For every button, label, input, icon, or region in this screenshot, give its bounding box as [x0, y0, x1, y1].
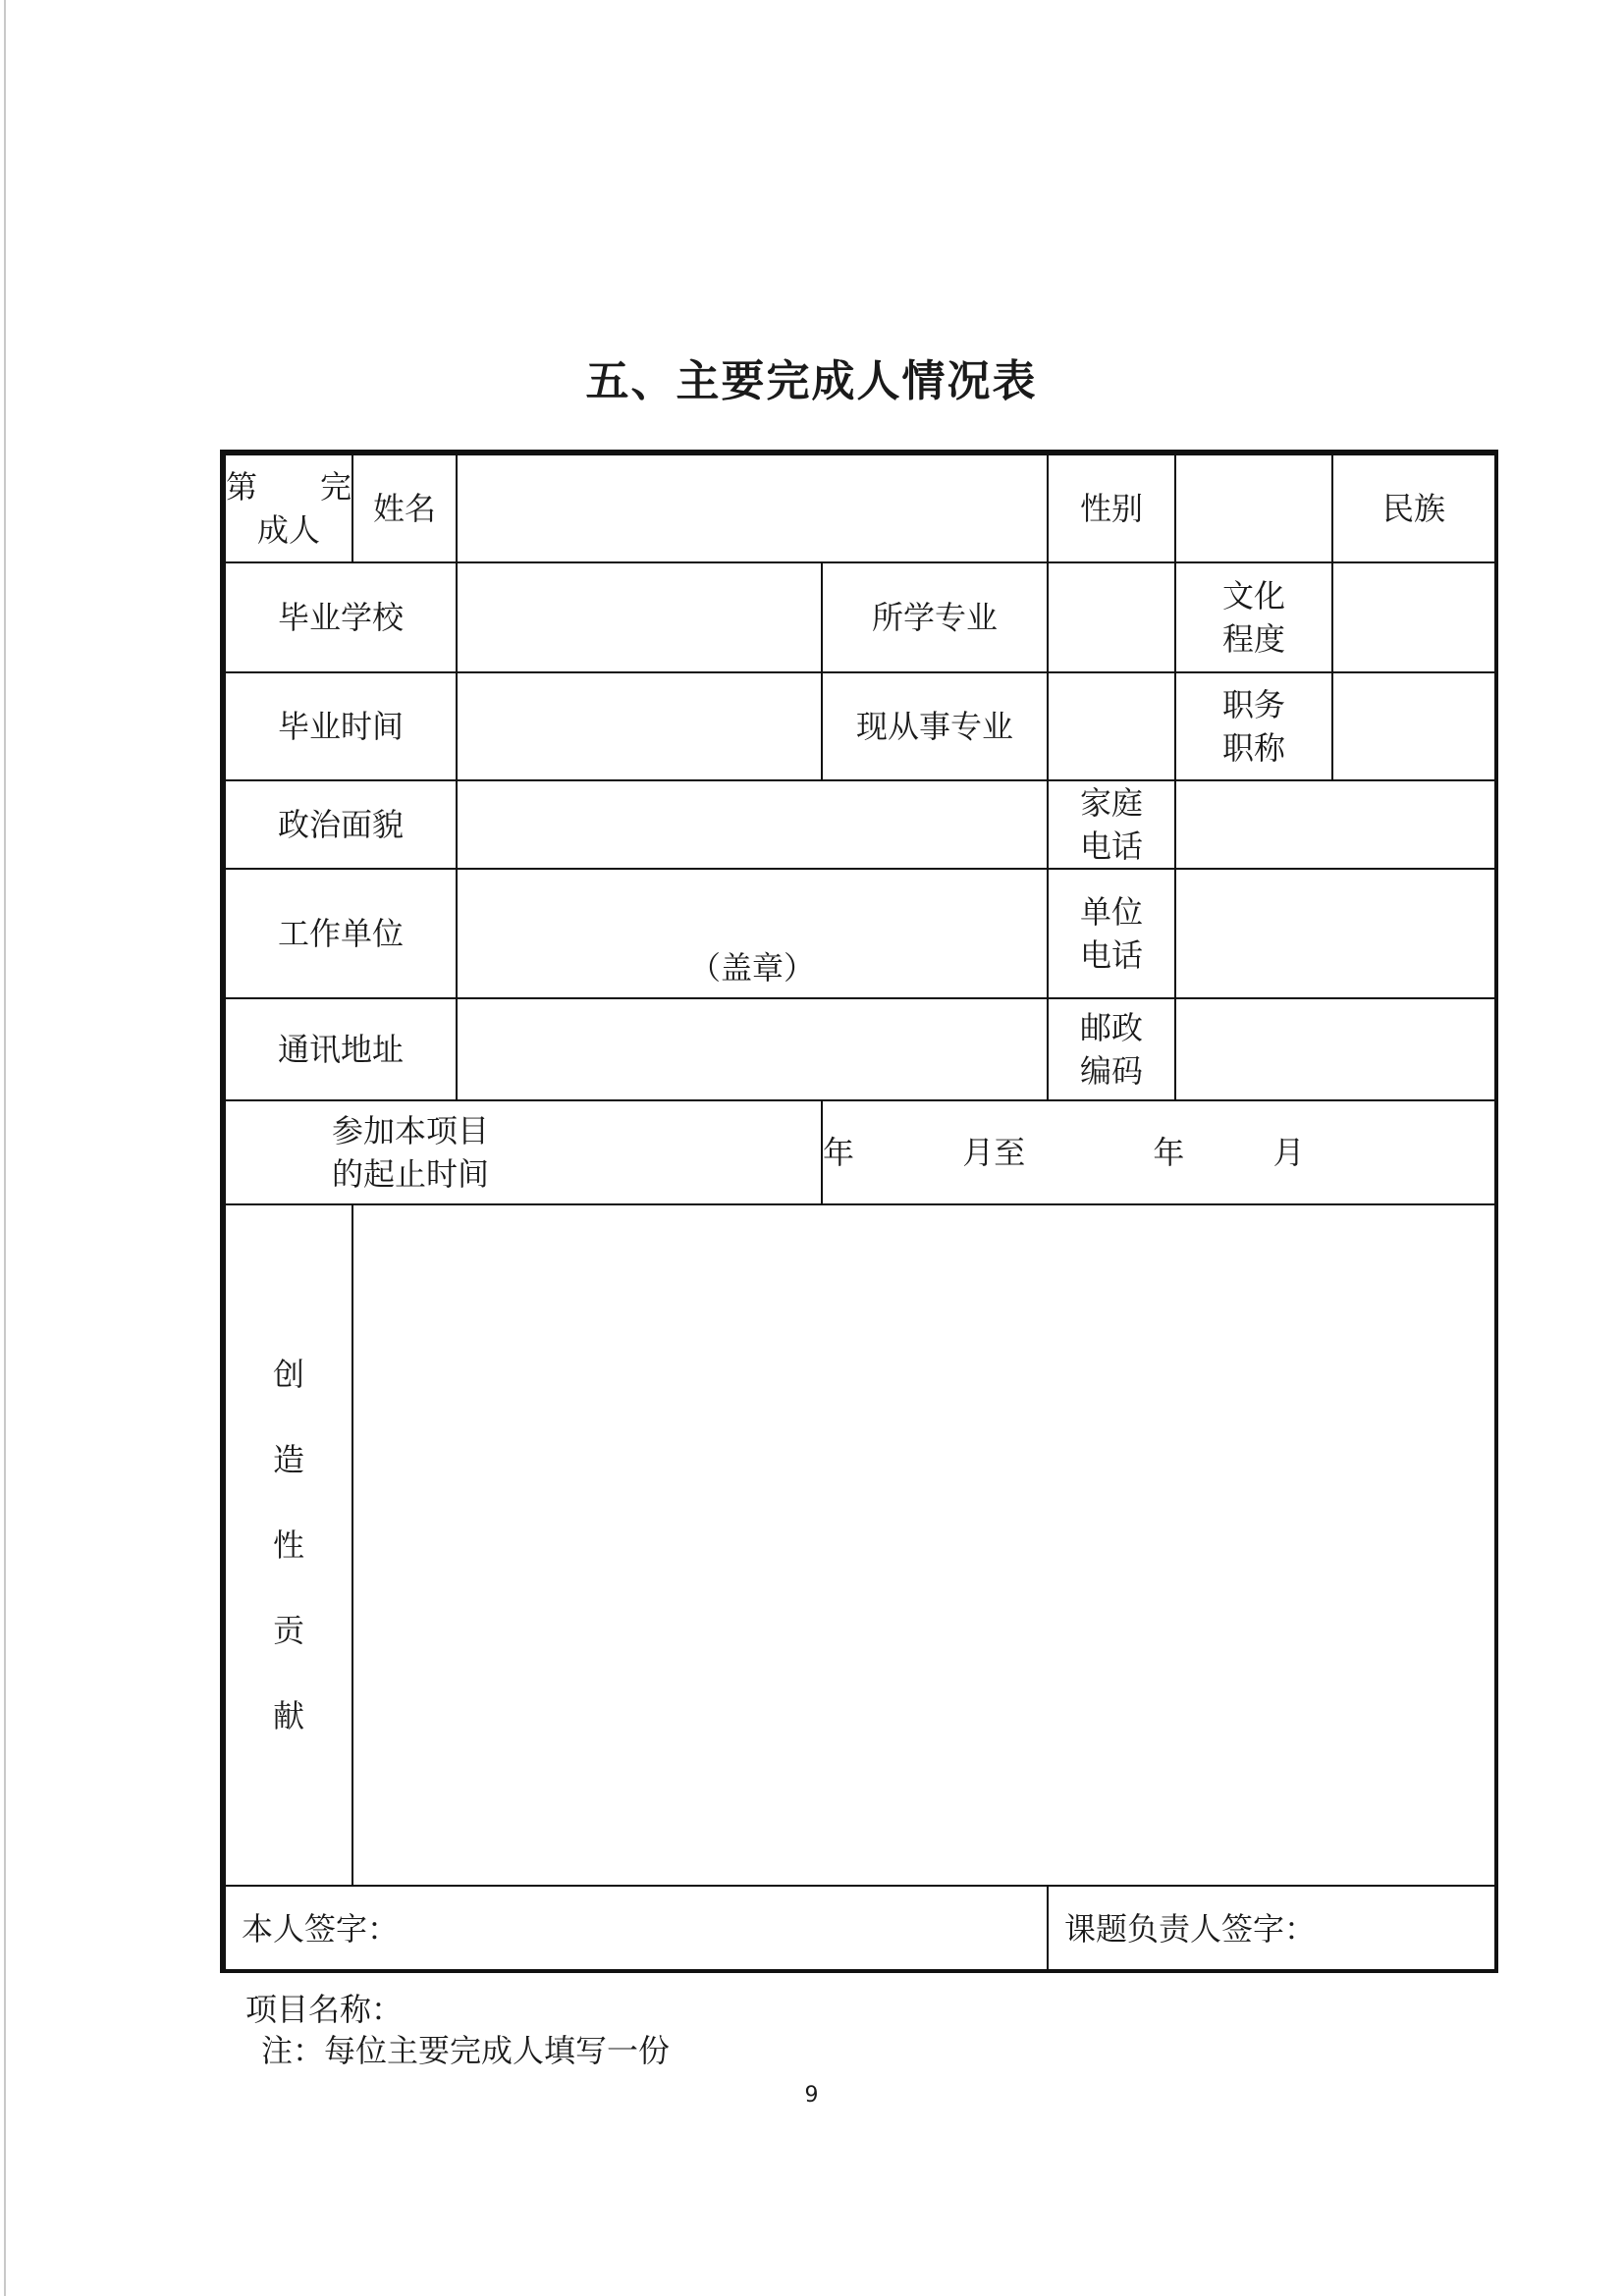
table-row [225, 998, 1495, 1100]
page-number: 9 [804, 2083, 819, 2108]
table-row [225, 1100, 1495, 1204]
period-year1: 年 [823, 1134, 855, 1171]
position-label-cell: 职务 职称 [1175, 672, 1332, 780]
gender-input-cell[interactable] [1175, 454, 1332, 562]
education-label-cell: 文化 程度 [1175, 562, 1332, 672]
address-label-cell: 通讯地址 [225, 998, 457, 1100]
grad-time-label-cell: 毕业时间 [225, 672, 457, 780]
major-input-cell[interactable] [1048, 562, 1175, 672]
postcode-label-cell: 邮政 编码 [1048, 998, 1175, 1100]
grad-time-input-cell[interactable] [457, 672, 822, 780]
gender-label-cell: 性别 [1048, 454, 1175, 562]
page-title: 五、主要完成人情况表 [585, 356, 1038, 406]
major-label-cell: 所学专业 [822, 562, 1048, 672]
political-input-cell[interactable] [457, 780, 1048, 869]
work-phone-input-cell[interactable] [1175, 869, 1495, 998]
table-row [225, 869, 1495, 998]
table-row [225, 562, 1495, 672]
education-input-cell[interactable] [1332, 562, 1495, 672]
period-label-cell: 参加本项目 的起止时间 [225, 1100, 822, 1204]
current-major-label-cell: 现从事专业 [822, 672, 1048, 780]
table-row [225, 672, 1495, 780]
work-unit-label-cell: 工作单位 [225, 869, 457, 998]
school-label-cell: 毕业学校 [225, 562, 457, 672]
current-major-input-cell[interactable] [1048, 672, 1175, 780]
scan-edge-line [4, 0, 6, 2296]
contribution-input-cell[interactable] [352, 1204, 1495, 1886]
period-month-to: 月至 [962, 1134, 1026, 1171]
table-row [225, 454, 1495, 562]
name-input-cell[interactable] [457, 454, 1048, 562]
name-label-cell: 姓名 [352, 454, 457, 562]
contribution-label-cell: 创造性贡献 [225, 1204, 352, 1886]
home-phone-label-cell: 家庭 电话 [1048, 780, 1175, 869]
table-row [225, 1886, 1495, 1972]
self-sign-cell[interactable] [225, 1886, 1048, 1972]
footer-note: 注：每位主要完成人填写一份 [261, 2032, 671, 2069]
position-input-cell[interactable] [1332, 672, 1495, 780]
self-sign-label: 本人签字： [242, 1910, 400, 1948]
seal-label: （盖章） [688, 949, 815, 987]
political-label-cell: 政治面貌 [225, 780, 457, 869]
postcode-input-cell[interactable] [1175, 998, 1495, 1100]
period-input-cell[interactable] [822, 1100, 1495, 1204]
period-year2: 年 [1153, 1134, 1185, 1171]
rank-label-cell: 第 完 成人 [225, 454, 352, 562]
ethnicity-label: 民族 [1381, 490, 1445, 527]
completer-info-table [224, 454, 1496, 1973]
ethnicity-cell[interactable] [1332, 454, 1495, 562]
period-month2: 月 [1272, 1134, 1305, 1171]
project-name-label: 项目名称： [245, 1991, 404, 2028]
leader-sign-cell[interactable] [1048, 1886, 1495, 1972]
table-row [225, 1204, 1495, 1886]
home-phone-input-cell[interactable] [1175, 780, 1495, 869]
address-input-cell[interactable] [457, 998, 1048, 1100]
leader-sign-label: 课题负责人签字： [1064, 1910, 1317, 1948]
work-phone-label-cell: 单位 电话 [1048, 869, 1175, 998]
work-unit-input-cell[interactable] [457, 869, 1048, 998]
school-input-cell[interactable] [457, 562, 822, 672]
table-row [225, 780, 1495, 869]
